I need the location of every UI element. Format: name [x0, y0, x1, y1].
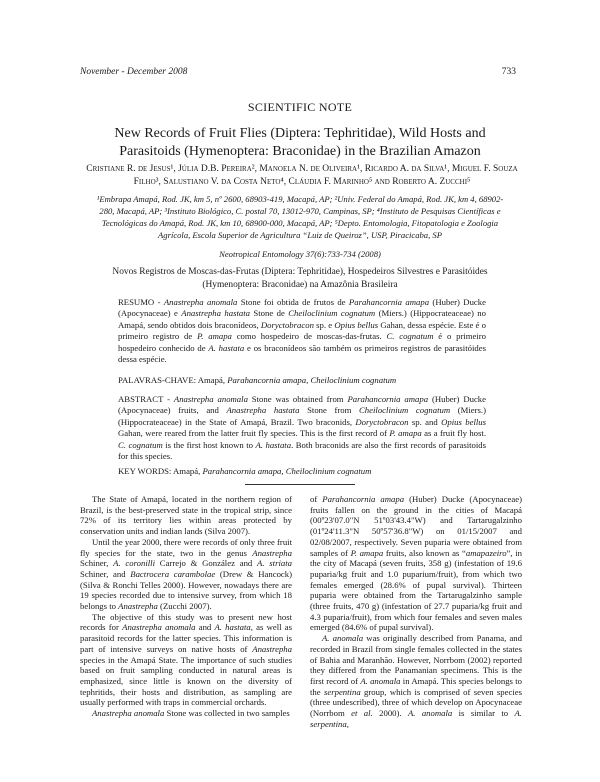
abstract-text: sp. and	[408, 416, 442, 427]
abstract-label: ABSTRACT -	[118, 394, 174, 404]
body-text: 2000).	[372, 708, 408, 719]
body-text: (Zucchi 2007).	[157, 601, 212, 612]
body-text: Parahancornia amapa	[322, 494, 405, 504]
abstract-text: Gahan, were reared from the latter fruit fly species. This is the first record of	[118, 428, 390, 439]
abstract-text: Cheiloclinium cognatum	[359, 405, 451, 416]
body-text: A. anomala	[322, 633, 364, 644]
palavras-chave-text: Parahancornia amapa, Cheiloclinium cognatum	[227, 375, 397, 385]
resumo-text: Anastrepha hastata	[181, 308, 250, 319]
body-text: serpentina	[323, 686, 361, 697]
body-paragraph	[80, 537, 292, 612]
resumo-label: RESUMO -	[118, 297, 164, 307]
body-text: Until the year 2000, there were records of only three fruit fly species for the state, two in the genus	[80, 536, 292, 558]
body-text: A. coronilli	[113, 558, 155, 569]
resumo-text: Gahan, dessa espécie. Este é o primeiro registro de	[118, 319, 486, 342]
resumo-text: A. hastata	[208, 342, 245, 353]
abstract-text: Parahancornia amapa	[347, 394, 429, 404]
running-header-date: November - December 2008	[80, 67, 188, 77]
abstract-text: Stone was obtained from	[247, 394, 348, 404]
abstract-text: (Huber) Ducke (Apocynaceae) fruits, and	[118, 394, 486, 416]
resumo-text: sp. e	[313, 319, 335, 330]
body-text: in Amapá. This species belongs to the	[310, 675, 522, 697]
section-label: SCIENTIFIC NOTE	[247, 100, 353, 114]
body-text: was originally described from Panama, and recorded in Brazil from single females collected in the states of Bahia and Maranhão. However, Norrbom (2002) reported they differed from the Panamanian specimens. This is the first record of	[310, 633, 522, 686]
abstract-text: Stone from	[299, 405, 360, 416]
resumo-text: (Huber) Ducke (Apocynaceae) e	[118, 297, 486, 319]
palavras-chave-text: Amapá,	[197, 375, 228, 385]
body-text: Carrejo & González and	[155, 558, 258, 569]
body-text: is similar to	[452, 708, 515, 719]
body-paragraph	[80, 708, 292, 719]
abstract-text: is the first host known to	[162, 439, 256, 450]
key-words-label: KEY WORDS:	[118, 466, 174, 476]
page-number: 733	[501, 67, 516, 77]
body-text: Anastrepha anomala	[122, 622, 196, 633]
palavras-chave	[118, 375, 486, 386]
resumo-text: é o primeiro hospedeiro conhecido de	[118, 331, 487, 353]
resumo-text: (Miers.) (Hippocrateaceae) no Amapá, sendo obtidos dois braconídeos,	[118, 308, 486, 330]
resumo-text: Anastrepha anomala	[163, 297, 238, 307]
body-text: A. striata	[257, 558, 292, 569]
body-text: Anastrepha	[252, 643, 292, 654]
body-text: The State of Amapá, located in the northern region of Brazil, is the best-preserved state in the tropical strip, since 72% of its territory lies within areas protected by conservation units and indian lands (Silva 2007).	[80, 494, 292, 537]
resumo-text: Stone foi obtida de frutos de	[237, 297, 349, 307]
body-text: The objective of this study was to present new host records for	[80, 611, 292, 633]
author-list: Cristiane R. de Jesus¹, Júlia D.B. Pereira², Manoela N. de Oliveira¹, Ricardo A. da Silva¹, Miguel F. Souza Filho³, Salustiano V. da Costa Neto⁴, Cláudia F. Marinho⁵ and Roberto A. Zucchi⁵	[86, 164, 518, 187]
body-text: ,	[346, 718, 349, 729]
paper-title: New Records of Fruit Flies (Diptera: Tephritidae), Wild Hosts and Parasitoids (Hymenoptera: Braconidae) in the Brazilian Amazon	[114, 126, 486, 159]
body-text: , as well as parasitoid records for the latter species. This information is part of intensive surveys on native hosts of	[80, 622, 293, 654]
abstract-text: Doryctobracon	[355, 416, 409, 427]
body-column-right	[310, 494, 522, 729]
body-paragraph	[310, 633, 522, 729]
body-text: P. amapa	[350, 547, 384, 558]
journal-citation: Neotropical Entomology 37(6):733-734 (2008)	[219, 249, 381, 259]
body-text: A. serpentina	[310, 708, 522, 729]
resumo-text: Cheiloclinium cognatum	[288, 308, 376, 319]
body-column-left	[80, 494, 292, 719]
resumo-text: P. amapa	[197, 331, 232, 342]
body-text: (Huber) Ducke (Apocynaceae) fruits fallen on the ground in the cities of Macapá (00º23'07.0"N 51º03'43.4"W) and Tartarugalzinho (01º24'11.3"N 50º57'36.8"W) on 01/15/2007 and 02/08/2007, respectively. Seven puparia were obtained from samples of	[310, 494, 522, 558]
palavras-chave-label: PALAVRAS-CHAVE:	[118, 375, 198, 385]
resumo-text: C. cognatum	[386, 331, 434, 342]
body-text: A. anomala	[407, 708, 453, 719]
body-paragraph	[310, 494, 522, 633]
resumo-text: e os braconídeos são também os primeiros registros de parasitóides dessa espécie.	[118, 342, 486, 365]
body-text: ”, in the city of Macapá (seven fruits, 358 g) (infestation of 19.6 puparia/kg fruit and 1.0 puparium/fruit), from which two females emerged (28.6% of pupal survival). Thirteen puparia were obtained from the Tartarugalzinho sample (three fruits, 470 g) (infestation of 27.7 puparia/kg fruit and 4.3 puparia/fruit), from which four females and seven males emerged (84.6% of pupal survival).	[310, 547, 522, 633]
body-text: and	[195, 622, 215, 633]
key-words	[118, 466, 486, 477]
abstract-text: P. amapa	[389, 428, 422, 439]
portuguese-title: Novos Registros de Moscas-das-Frutas (Diptera: Tephritidae), Hospedeiros Silvestres e Parasitóides (Hymenoptera: Braconidae) na Amazônia Brasileira	[112, 267, 488, 290]
body-text: species in the Amapá State. The importance of such studies based on fruit sampling conducted in natural areas is emphasized, since little is known on the diversity of tephritids, their hosts and distribution, as sampling are usually performed with traps in commercial orchards.	[80, 654, 292, 708]
resumo-text: Doryctobracon	[260, 319, 314, 330]
body-text: group, which is comprised of seven species (three undescribed), three of which develop on Apocynaceae (Norrbom	[310, 686, 522, 719]
body-text: A. hastata	[214, 622, 251, 633]
resumo-text: Opius bellus	[334, 319, 379, 330]
abstract-text: as a fruit fly host.	[421, 428, 486, 439]
resumo-text: como hospedeiro de moscas-das-frutas.	[231, 331, 387, 342]
body-text: of	[310, 494, 323, 504]
abstract-paragraph	[118, 394, 486, 462]
body-text: Bactrocera carambolae	[130, 568, 216, 579]
body-text: (Drew & Hancock) (Silva & Ronchi Telles 2000). However, nowadays there are 19 species recorded due to intensive survey, from which 18 belongs to	[80, 568, 293, 612]
body-text: A. anomala	[360, 675, 401, 686]
body-text: Anastrepha	[252, 547, 292, 558]
section-divider	[245, 484, 355, 485]
body-paragraph	[80, 612, 292, 708]
body-text: fruits, also known as “	[383, 547, 466, 558]
body-text: Stone was collected in two samples	[164, 708, 290, 719]
resumo-text: Stone de	[250, 308, 289, 319]
abstract-text: . Both braconids are also the first records of parasitoids for this species.	[118, 439, 487, 462]
body-text: amapazeiro	[465, 547, 507, 558]
abstract-text: Anastrepha anomala	[173, 394, 248, 404]
abstract-text: Opius bellus	[441, 416, 487, 427]
body-text: Schiner, and	[80, 568, 131, 579]
abstract-text: (Miers.) (Hippocrateaceae) in the State of Amapá, Brazil. Two braconids,	[118, 405, 486, 427]
body-paragraph	[80, 494, 292, 537]
resumo-paragraph	[118, 297, 486, 365]
body-text: et al.	[351, 708, 373, 719]
abstract-text: A. hastata	[255, 439, 292, 450]
body-text: Anastrepha anomala	[92, 708, 165, 719]
abstract-text: Anastrepha hastata	[226, 405, 300, 416]
resumo-text: Parahancornia amapa	[348, 297, 430, 307]
key-words-text: Parahancornia amapa, Cheiloclinium cognatum	[202, 466, 372, 476]
key-words-text: Amapá,	[173, 466, 203, 476]
abstract-text: C. cognatum	[118, 439, 163, 450]
body-text: Anastrepha	[118, 601, 158, 612]
affiliations: ¹Embrapa Amapá, Rod. JK, km 5, nº 2600, 68903-419, Macapá, AP; ²Univ. Federal do Amapá, Rod. JK, km 4, 68902-280, Macapá, AP; ³Instituto Biológico, C. postal 70, 13012-970, Campinas, SP; ⁴Instituto de Pesquisas Científicas e Tecnológicas do Amapá, Rod. JK, km 10, 68900-000, Macapá, AP; ⁵Depto. Entomologia, Fitopatologia e Zoologia Agrícola, Escola Superior de Agricultura “Luiz de Queiroz”, USP, Piracicaba, SP	[96, 194, 504, 240]
body-text: Schiner,	[80, 558, 114, 569]
